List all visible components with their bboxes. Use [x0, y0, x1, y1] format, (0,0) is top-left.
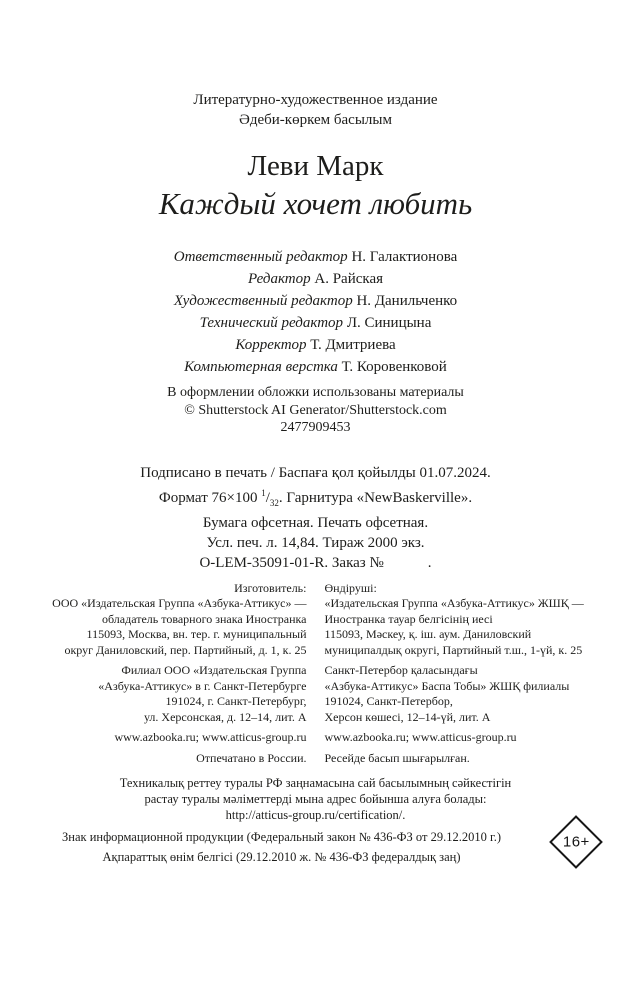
staff-credits — [0, 246, 631, 378]
credit-role: Художественный редактор — [173, 293, 353, 309]
book-title: Каждый хочет любить — [158, 186, 473, 221]
age-rating-section — [0, 827, 631, 867]
credit-role: Редактор — [247, 271, 311, 287]
cover-materials-credit — [0, 384, 631, 437]
edition-type-ru: Литературно-художественное издание — [193, 92, 438, 108]
credit-line — [0, 356, 631, 378]
manufacturer-address-ru: Изготовитель: ООО «Издательская Группа «Азбука-Аттикус» — обладатель товарного знака Иностранка 115093, Москва, вн. тер. г. муниципальный округ Даниловский, пер. Партийный, д. 1, к. 25 — [52, 580, 307, 657]
print-run-info — [0, 463, 631, 573]
cover-credit-stock-id: 2477909453 — [280, 420, 351, 435]
credit-line — [0, 334, 631, 356]
credit-name: Л. Синицына — [346, 315, 432, 331]
credit-line — [0, 290, 631, 312]
signed-to-print-line: Подписано в печать / Баспаға қол қойылды 01.07.2024. — [140, 464, 491, 481]
format-slash: / — [265, 489, 270, 506]
paper-line: Бумага офсетная. Печать офсетная. — [202, 514, 429, 531]
credit-name: Н. Галактионова — [351, 249, 458, 265]
age-rating-law-ru: Знак информационной продукции (Федеральный закон № 436-ФЗ от 29.12.2010 г.) — [62, 830, 501, 844]
manufacturer-column-kz — [316, 581, 631, 767]
format-denominator: 32 — [269, 497, 279, 508]
credit-name: Т. Дмитриева — [310, 337, 396, 353]
age-rating-law-kz: Ақпараттық өнім белгісі (29.12.2010 ж. № 436-ФЗ федералдық заң) — [102, 850, 461, 864]
credit-line — [0, 312, 631, 334]
edition-type-kz: Әдеби-көркем басылым — [239, 112, 392, 128]
credit-role: Компьютерная верстка — [184, 359, 338, 375]
format-prefix: Формат 76×100 — [158, 489, 262, 506]
branch-address-kz: Санкт-Петербор қаласындағы «Азбука-Аттикус» Баспа Тобы» ЖШҚ филиалы 191024, Санкт-Петербор, Херсон көшесі, 12–14-үй, лит. А — [324, 663, 570, 724]
format-numerator: 1 — [261, 487, 266, 498]
credit-role: Технический редактор — [199, 315, 344, 331]
order-number-line — [0, 553, 631, 573]
age-rating-badge — [549, 815, 603, 869]
certification-notice: Техникалық реттеу туралы РФ заңнамасына сай басылымның сәйкестігін растау туралы мәліметтерді мына адрес бойынша алуға болады: http://atticus-group.ru/certification/. — [119, 776, 512, 822]
age-rating-badge-label: 16+ — [562, 832, 590, 850]
credit-role: Корректор — [235, 337, 307, 353]
publisher-websites-kz: www.azbooka.ru; www.atticus-group.ru — [324, 730, 517, 744]
credit-name: А. Райская — [314, 271, 384, 287]
format-suffix: . Гарнитура «NewBaskerville». — [278, 489, 473, 506]
manufacturer-column-ru — [0, 581, 316, 767]
age-rating-lines — [20, 827, 543, 867]
volume-circulation-line: Усл. печ. л. 14,84. Тираж 2000 экз. — [206, 534, 425, 551]
credit-name: Т. Коровенковой — [341, 359, 447, 375]
order-period: . — [427, 554, 432, 571]
format-line — [0, 483, 631, 513]
cover-credit-copyright: © Shutterstock AI Generator/Shutterstock.com — [184, 402, 447, 418]
credit-role: Ответственный редактор — [173, 249, 348, 265]
cover-credit-line: В оформлении обложки использованы материалы — [167, 385, 464, 400]
credit-name: Н. Данильченко — [356, 293, 458, 309]
printed-in-line-ru: Отпечатано в России. — [196, 750, 307, 765]
author-name: Леви Марк — [247, 150, 384, 182]
order-code: O-LEM-35091-01-R. Заказ № — [199, 554, 384, 571]
branch-address-ru: Филиал ООО «Издательская Группа «Азбука-Аттикус» в г. Санкт-Петербурге 191024, г. Санкт-Петербург, ул. Херсонская, д. 12–14, лит. А — [98, 663, 307, 724]
credit-line — [0, 246, 631, 268]
publisher-websites-ru: www.azbooka.ru; www.atticus-group.ru — [114, 730, 307, 744]
manufacturer-columns — [0, 581, 631, 767]
manufacturer-address-kz: Өндіруші: «Издательская Группа «Азбука-Аттикус» ЖШҚ — Иностранка тауар белгісінің иесі 115093, Мәскеу, қ. іш. аум. Даниловский муниципалдық округі, Партийный т.ш., 1-үй, к. 25 — [324, 580, 584, 657]
credit-line — [0, 268, 631, 290]
printed-in-line-kz: Ресейде басып шығарылған. — [324, 750, 470, 765]
